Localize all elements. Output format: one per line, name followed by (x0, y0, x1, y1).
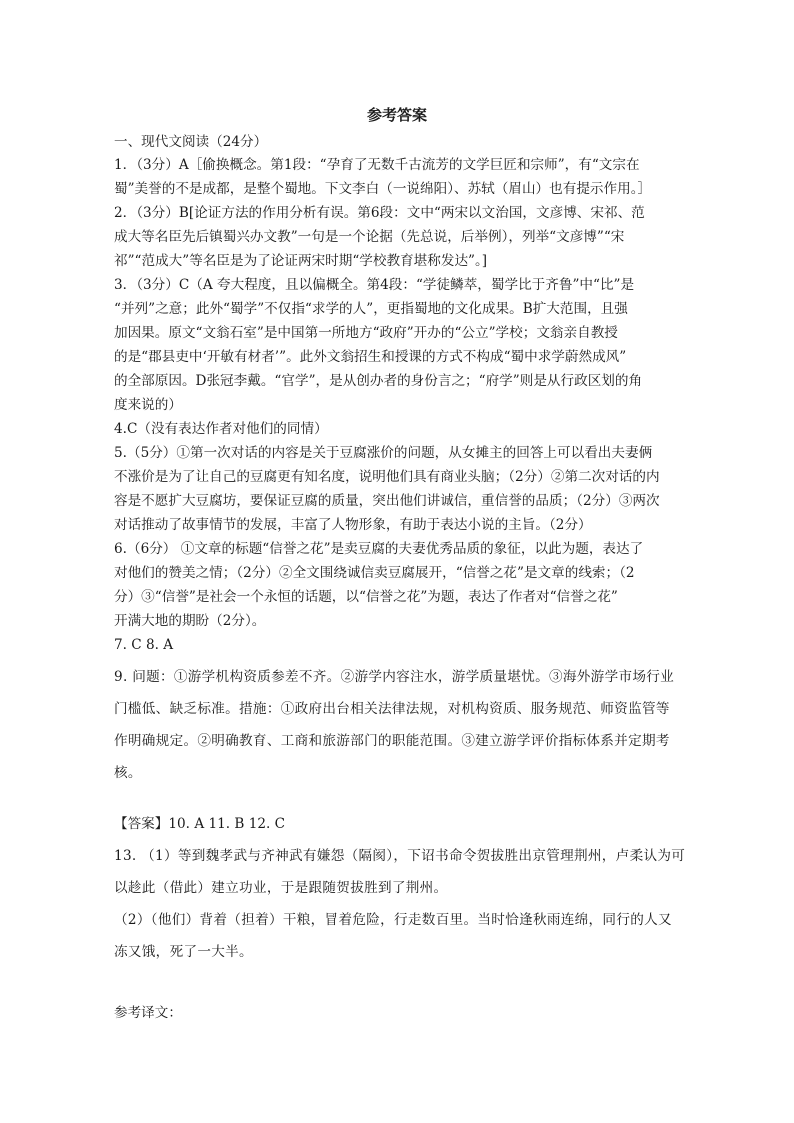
answer-2-line-2: 成大等名臣先后镇蜀兴办文教”一句是一个论据（先总说，后举例），列举“文彦博”“宋 (114, 229, 625, 245)
page-title: 参考答案 (366, 106, 427, 124)
answer-13-2-line-1: （2）（他们）背着（担着）干粮，冒着危险，行走数百里。当时恰逢秋雨连绵，同行的人又 (114, 912, 672, 928)
answer-3-line-5: 的全部原因。D张冠李戴。“官学”，是从创办者的身份言之；“府学”则是从行政区划的角 (114, 373, 643, 389)
answer-2-line-1: 2．（3分）B[论证方法的作用分析有误。第6段：文中“两宋以文治国，文彦博、宋祁、范 (114, 205, 645, 221)
answer-6-line-1: 6.（6分） ①文章的标题“信誉之花”是卖豆腐的夫妻优秀品质的象征，以此为题，表达了 (114, 541, 644, 557)
answer-7-8-line: 7. C 8. A (114, 637, 174, 653)
translation-heading: 参考译文： (114, 1005, 182, 1021)
answer-1-line-2: 蜀”美誉的不是成都，是整个蜀地。下文李白（一说绵阳）、苏轼（眉山）也有提示作用。］ (114, 181, 652, 197)
answer-9-line-2: 门槛低、缺乏标准。措施：①政府出台相关法律法规，对机构资质、服务规范、师资监管等 (114, 701, 670, 717)
answer-5-line-4: 对话推动了故事情节的发展，丰富了人物形象，有助于表达小说的主旨。（2分） (114, 517, 592, 533)
answer-6-line-4: 开满大地的期盼（2分）。 (114, 613, 266, 629)
answer-4-line-1: 4.C（没有表达作者对他们的同情） (114, 421, 328, 437)
answer-13-1-line-1: 13. （1）等到魏孝武与齐神武有嫌怨（隔阂），下诏书命令贺拔胜出京管理荆州，卢柔认为可 (114, 848, 686, 864)
answer-5-line-2: 不涨价是为了让自己的豆腐更有知名度，说明他们具有商业头脑；（2分）②第二次对话的内 (114, 469, 660, 485)
answer-9-line-4: 核。 (114, 765, 142, 781)
answer-3-line-3: 加因果。原文“文翁石室”是中国第一所地方“政府”开办的“公立”学校；文翁亲自教授 (114, 325, 618, 341)
answer-5-line-1: 5.（5分）①第一次对话的内容是关于豆腐涨价的问题，从女摊主的回答上可以看出夫妻俩 (114, 445, 653, 461)
answer-13-1-line-2: 以趁此（借此）建立功业，于是跟随贺拔胜到了荆州。 (114, 880, 448, 896)
answer-3-line-1: 3．（3分）C（A 夸大程度，且以偏概全。第4段：“学徒鳞萃，蜀学比于齐鲁”中“比”是 (114, 277, 635, 293)
answer-6-line-3: 分）③“信誉”是社会一个永恒的话题，以“信誉之花”为题，表达了作者对“信誉之花” (114, 589, 618, 605)
answer-10-12-line: 【答案】10. A 11. B 12. C (114, 816, 286, 832)
answer-1-line-1: 1．（3分）A［偷换概念。第1段：“孕育了无数千古流芳的文学巨匠和宗师”，有“文宗在 (114, 157, 640, 173)
answer-13-2-line-2: 冻又饿，死了一大半。 (114, 944, 253, 960)
answer-6-line-2: 对他们的赞美之情；（2分）②全文围绕诚信卖豆腐展开，“信誉之花”是文章的线索；（2 (114, 565, 635, 581)
answer-5-line-3: 容是不愿扩大豆腐坊，要保证豆腐的质量，突出他们讲诚信，重信誉的品质；（2分）③两次 (114, 493, 660, 509)
answer-9-line-1: 9. 问题：①游学机构资质参差不齐。②游学内容注水，游学质量堪忧。③海外游学市场行业 (114, 669, 675, 685)
section-heading: 一、现代文阅读（24分） (114, 134, 268, 150)
answer-3-line-4: 的是“郡县吏中‘开敏有材者’”。此外文翁招生和授课的方式不构成“蜀中求学蔚然成风” (114, 349, 627, 365)
answer-3-line-6: 度来说的） (114, 397, 182, 413)
answer-9-line-3: 作明确规定。②明确教育、工商和旅游部门的职能范围。③建立游学评价指标体系并定期考 (114, 733, 670, 749)
answer-2-line-3: 祁”“范成大”等名臣是为了论证两宋时期“学校教育堪称发达”。] (114, 253, 488, 269)
answer-3-line-2: “并列”之意；此外“蜀学”不仅指“求学的人”，更指蜀地的文化成果。B扩大范围，且强 (114, 301, 628, 317)
